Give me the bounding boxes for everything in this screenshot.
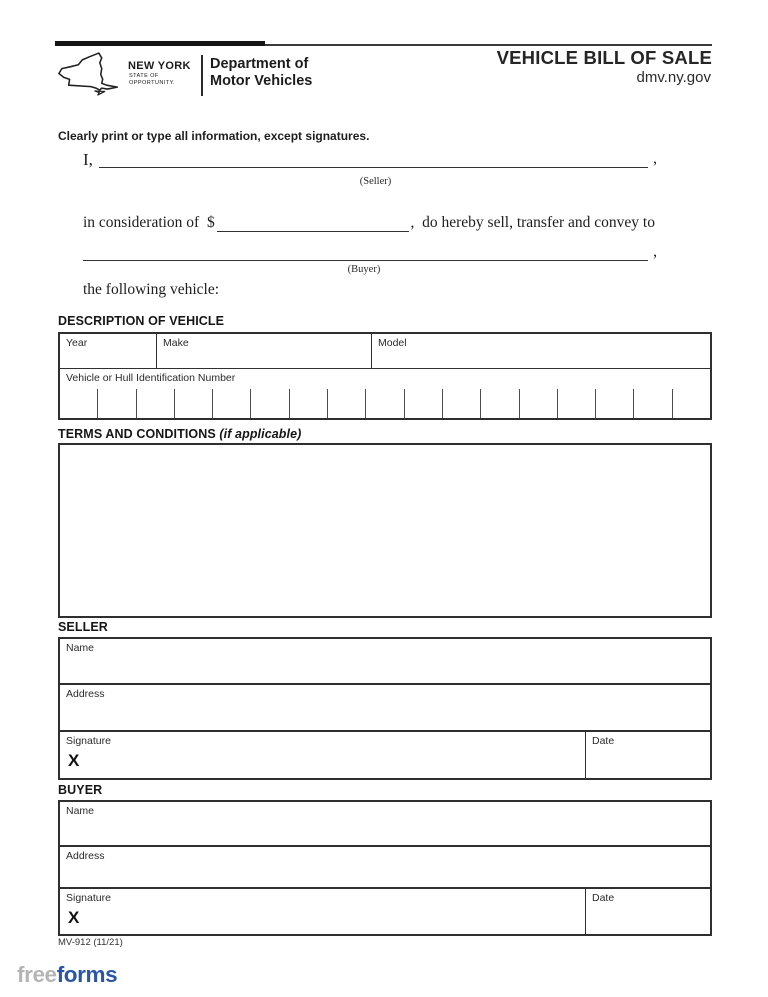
seller-name-line bbox=[83, 146, 657, 168]
form-number: MV-912 (11/21) bbox=[58, 937, 123, 948]
page-title: VEHICLE BILL OF SALE bbox=[496, 47, 712, 68]
vin-cell[interactable] bbox=[672, 389, 710, 418]
seller-section-heading: SELLER bbox=[58, 620, 108, 634]
department-line1: Department of bbox=[210, 56, 309, 72]
buyer-signature-field[interactable] bbox=[60, 889, 586, 934]
seller-table bbox=[58, 637, 712, 780]
vin-cell[interactable] bbox=[60, 389, 97, 418]
freeforms-logo-free: free bbox=[17, 962, 57, 987]
buyer-name-label: Name bbox=[66, 805, 95, 817]
ny-state-outline-icon bbox=[56, 50, 128, 97]
terms-section-heading bbox=[58, 427, 301, 441]
vin-cell[interactable] bbox=[442, 389, 480, 418]
buyer-signature-row bbox=[60, 889, 710, 934]
seller-name-field[interactable] bbox=[60, 639, 710, 685]
seller-name-label: Name bbox=[66, 642, 95, 654]
make-label: Make bbox=[163, 337, 189, 349]
terms-field[interactable] bbox=[58, 443, 712, 618]
line1-comma: , bbox=[653, 150, 657, 167]
logo-brand-text: NEW YORK bbox=[128, 60, 191, 72]
department-name bbox=[210, 56, 312, 91]
vin-cell[interactable] bbox=[327, 389, 365, 418]
seller-date-field[interactable] bbox=[586, 732, 710, 778]
vin-cell[interactable] bbox=[250, 389, 288, 418]
vin-row bbox=[60, 369, 710, 418]
vin-cell[interactable] bbox=[289, 389, 327, 418]
logo-tagline-line1: STATE OF bbox=[129, 73, 159, 79]
vehicle-section-heading: DESCRIPTION OF VEHICLE bbox=[58, 314, 225, 328]
seller-signature-row bbox=[60, 732, 710, 778]
vehicle-table bbox=[58, 332, 712, 420]
buyer-address-field[interactable] bbox=[60, 847, 710, 889]
buyer-section-heading: BUYER bbox=[58, 783, 103, 797]
line3-comma: , bbox=[653, 243, 657, 260]
seller-signature-field[interactable] bbox=[60, 732, 586, 778]
vin-cell[interactable] bbox=[365, 389, 403, 418]
amount-blank[interactable] bbox=[217, 210, 409, 232]
model-label: Model bbox=[378, 337, 407, 349]
vin-cell[interactable] bbox=[174, 389, 212, 418]
buyer-signature-label: Signature bbox=[66, 892, 111, 904]
instructions-text: Clearly print or type all information, except signatures. bbox=[58, 129, 370, 143]
header-rule-thick bbox=[55, 41, 265, 46]
make-field[interactable] bbox=[157, 334, 372, 368]
vehicle-table-row1 bbox=[60, 334, 710, 369]
vin-cell[interactable] bbox=[212, 389, 250, 418]
vin-cell[interactable] bbox=[633, 389, 671, 418]
buyer-name-field[interactable] bbox=[60, 802, 710, 847]
vin-cell[interactable] bbox=[404, 389, 442, 418]
seller-date-label: Date bbox=[592, 735, 615, 747]
terms-heading-note: (if applicable) bbox=[219, 427, 302, 441]
model-field[interactable] bbox=[372, 334, 710, 368]
vin-label: Vehicle or Hull Identification Number bbox=[66, 372, 236, 384]
year-label: Year bbox=[66, 337, 88, 349]
buyer-signature-x-mark: X bbox=[68, 908, 80, 927]
vin-cell[interactable] bbox=[480, 389, 518, 418]
freeforms-logo bbox=[17, 962, 117, 988]
buyer-name-line bbox=[83, 240, 657, 261]
department-line2: Motor Vehicles bbox=[210, 73, 313, 90]
line2-prefix: in consideration of $ bbox=[83, 214, 215, 231]
buyer-caption: (Buyer) bbox=[347, 264, 381, 275]
buyer-date-label: Date bbox=[592, 892, 615, 904]
seller-caption: (Seller) bbox=[359, 176, 392, 187]
buyer-name-blank[interactable] bbox=[83, 239, 648, 261]
line2-suffix: , do hereby sell, transfer and convey to bbox=[410, 214, 655, 231]
dmv-website: dmv.ny.gov bbox=[636, 69, 711, 86]
line1-prefix: I, bbox=[83, 150, 93, 169]
seller-name-blank[interactable] bbox=[99, 145, 648, 168]
logo-tagline-line2: OPPORTUNITY. bbox=[129, 80, 175, 86]
buyer-address-label: Address bbox=[66, 850, 105, 862]
consideration-line bbox=[83, 211, 655, 232]
buyer-table bbox=[58, 800, 712, 936]
vin-boxes bbox=[60, 389, 710, 418]
buyer-date-field[interactable] bbox=[586, 889, 710, 934]
terms-heading-text: TERMS AND CONDITIONS bbox=[58, 427, 220, 441]
seller-address-field[interactable] bbox=[60, 685, 710, 732]
vin-cell[interactable] bbox=[97, 389, 135, 418]
vin-cell[interactable] bbox=[519, 389, 557, 418]
seller-signature-label: Signature bbox=[66, 735, 111, 747]
vin-cell[interactable] bbox=[136, 389, 174, 418]
seller-address-label: Address bbox=[66, 688, 105, 700]
logo-divider bbox=[201, 55, 203, 96]
freeforms-logo-forms: forms bbox=[56, 962, 118, 987]
closing-text: the following vehicle: bbox=[83, 281, 220, 298]
year-field[interactable] bbox=[60, 334, 157, 368]
vin-cell[interactable] bbox=[557, 389, 595, 418]
vin-cell[interactable] bbox=[595, 389, 633, 418]
seller-signature-x-mark: X bbox=[68, 751, 80, 770]
